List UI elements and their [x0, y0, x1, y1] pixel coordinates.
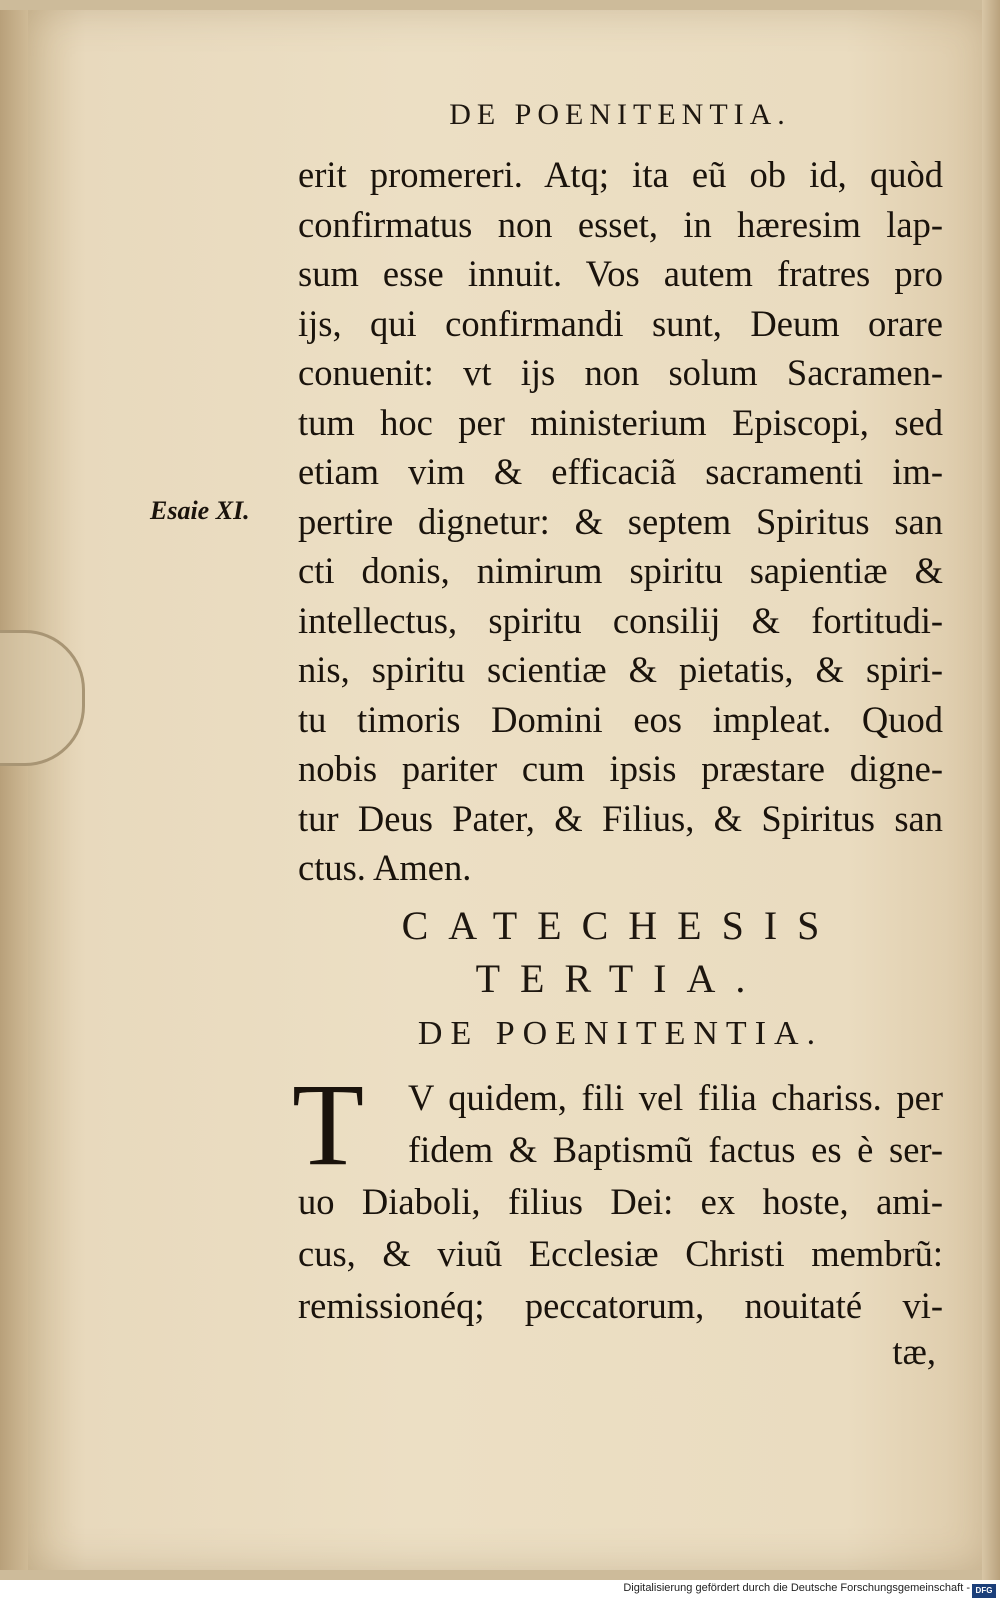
text-line: intellectus, spiritu consilij & fortitudi- — [298, 599, 943, 641]
text-line: tu timoris Domini eos impleat. Quod — [298, 698, 943, 740]
text-line: fidem & Baptismũ factus es è ser- — [408, 1129, 943, 1170]
text-line: uo Diaboli, filius Dei: ex hoste, ami- — [298, 1181, 943, 1222]
text-line: remissionéq; peccatorum, nouitaté vi- — [298, 1285, 943, 1326]
text-line: etiam vim & efficaciã sacramenti im- — [298, 451, 943, 492]
text-line: tur Deus Pater, & Filius, & Spiritus san — [298, 797, 943, 839]
text-line: pertire dignetur: & septem Spiritus san — [298, 500, 943, 542]
text-line: sum esse innuit. Vos autem fratres pro — [298, 253, 943, 294]
text-line: cti donis, nimirum spiritu sapientiæ & — [298, 550, 943, 591]
text-line: tum hoc per ministerium Episcopi, sed — [298, 401, 943, 443]
text-line: confirmatus non esset, in hæresim lap- — [298, 203, 943, 245]
text-line: ctus. Amen. — [298, 847, 472, 888]
page-edge-right — [982, 0, 1000, 1580]
text-line: V quidem, fili vel filia chariss. per — [408, 1077, 943, 1118]
running-head: DE POENITENTIA. — [449, 98, 791, 131]
section-subheading: DE POENITENTIA. — [417, 1015, 824, 1052]
text-line: ijs, qui confirmandi sunt, Deum orare — [298, 302, 943, 344]
section-heading-line-2: TERTIA. — [475, 956, 766, 1001]
text-line: erit promereri. Atq; ita eũ ob id, quòd — [298, 154, 943, 195]
digitization-credit: Digitalisierung gefördert durch die Deutsche Forschungsgemeinschaft - — [623, 1582, 970, 1594]
text-line: nobis pariter cum ipsis præstare digne- — [298, 748, 943, 789]
margin-note: Esaie XI. — [150, 496, 250, 525]
text-line: conuenit: vt ijs non solum Sacramen- — [298, 352, 943, 393]
dfg-logo: DFG — [972, 1584, 996, 1598]
paragraph-2 — [298, 1072, 943, 1332]
text-line: cus, & viuũ Ecclesiæ Christi membrũ: — [298, 1233, 943, 1274]
section-heading-line-1: CATECHESIS — [401, 903, 840, 948]
catchword: tæ, — [892, 1331, 936, 1372]
drop-capital: T — [292, 1059, 365, 1190]
text-line: nis, spiritu scientiæ & pietatis, & spiri- — [298, 649, 943, 690]
paragraph-1 — [298, 150, 943, 893]
